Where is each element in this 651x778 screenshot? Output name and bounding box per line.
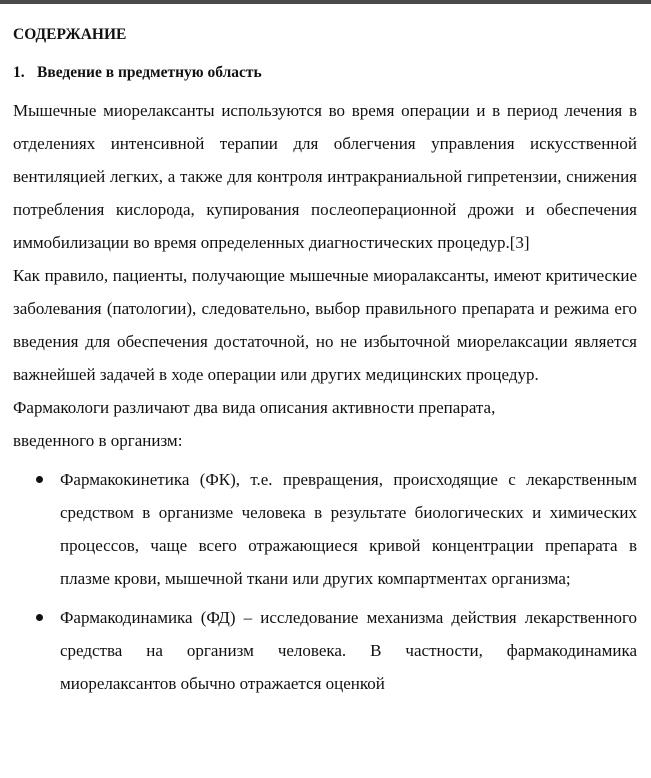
contents-heading: СОДЕРЖАНИЕ bbox=[13, 26, 127, 43]
bullet-list bbox=[13, 463, 637, 700]
top-border bbox=[0, 0, 651, 4]
bullet-text: Фармакодинамика (ФД) – исследование механизма действия лекарственного средства на организм человека. В частности, фармакодинамика миорелаксантов обычно отражается оценкой bbox=[60, 608, 637, 693]
list-item bbox=[13, 463, 637, 595]
list-item bbox=[13, 601, 637, 700]
section-heading bbox=[13, 62, 637, 84]
section-number: 1. bbox=[13, 64, 25, 81]
intro-line-2: введенного в организм: bbox=[13, 431, 183, 450]
intro-line-1: Фармакологи различают два вида описания активности препарата, bbox=[13, 398, 496, 417]
document-page bbox=[13, 24, 637, 706]
paragraph-1: Мышечные миорелаксанты используются во время операции и в период лечения в отделениях интенсивной терапии для облегчения управления искусственной вентиляцией легких, а также для контроля интракраниальной гипретензии, снижения потребления кислорода, купирования послеоперационной дрожи и обеспечения иммобилизации во время определенных диагностических процедур.[3] bbox=[13, 101, 637, 252]
paragraph-2: Как правило, пациенты, получающие мышечные миоралаксанты, имеют критические заболевания (патологии), следовательно, выбор правильного препарата и режима его введения для обеспечения достаточной, но не избыточной миорелаксации является важнейшей задачей в ходе операции или других медицинских процедур. bbox=[13, 266, 637, 384]
section-title: Введение в предметную область bbox=[37, 64, 262, 81]
bullet-text: Фармакокинетика (ФК), т.е. превращения, происходящие с лекарственным средством в организме человека в результате биологических и химических процессов, чаще всего отражающиеся кривой концентрации препарата в плазме крови, мышечной ткани или других компартментах организма; bbox=[60, 470, 637, 588]
bullet-icon bbox=[36, 476, 43, 483]
bullet-icon bbox=[36, 614, 43, 621]
